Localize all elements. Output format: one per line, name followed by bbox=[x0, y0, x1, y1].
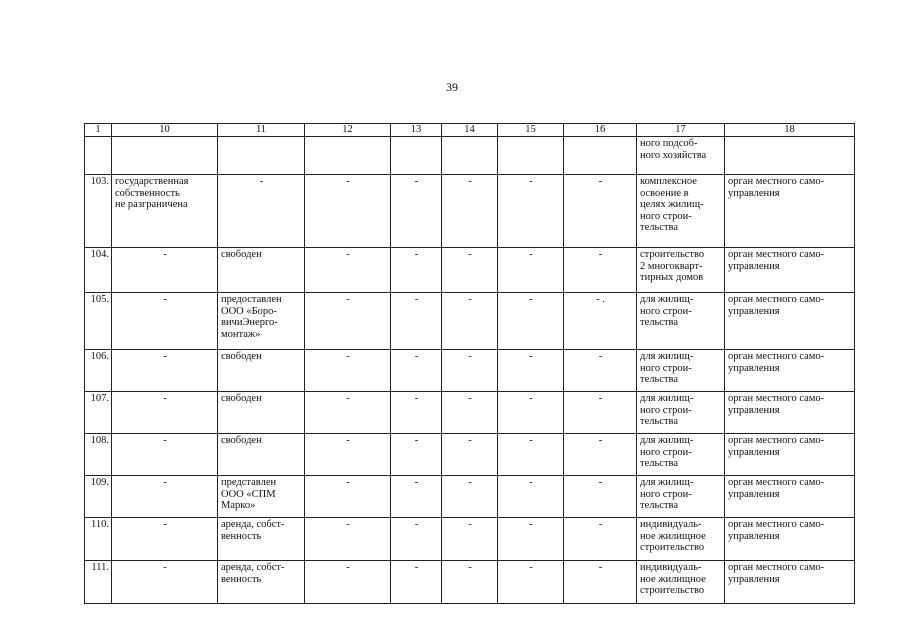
table-cell: - bbox=[442, 392, 498, 434]
table-cell: для жилищ- ного строи- тельства bbox=[637, 350, 725, 392]
table-cell: - bbox=[112, 561, 218, 604]
table-cell bbox=[564, 137, 637, 175]
table-cell: - bbox=[391, 248, 442, 293]
table-cell: орган местного само- управления bbox=[725, 293, 855, 350]
table-cell: - bbox=[564, 476, 637, 518]
table-cell: орган местного само- управления bbox=[725, 476, 855, 518]
table-cell bbox=[305, 137, 391, 175]
table-cell: - bbox=[498, 175, 564, 248]
table-cell: свободен bbox=[218, 248, 305, 293]
table-cell: - bbox=[498, 476, 564, 518]
table-cell: индивидуаль- ное жилищное строительство bbox=[637, 518, 725, 561]
table-cell: для жилищ- ного строи- тельства bbox=[637, 293, 725, 350]
table-cell: - bbox=[112, 248, 218, 293]
column-header: 1 bbox=[85, 124, 112, 137]
continuation-row bbox=[85, 137, 855, 175]
row-number-cell: 104. bbox=[85, 248, 112, 293]
table-cell: свободен bbox=[218, 350, 305, 392]
column-header: 11 bbox=[218, 124, 305, 137]
row-number-cell: 107. bbox=[85, 392, 112, 434]
table-cell: свободен bbox=[218, 392, 305, 434]
table-cell: - bbox=[305, 476, 391, 518]
column-header: 16 bbox=[564, 124, 637, 137]
table-cell: строительство 2 многокварт- тирных домов bbox=[637, 248, 725, 293]
table-cell: - bbox=[112, 350, 218, 392]
table-cell: - bbox=[442, 175, 498, 248]
table-cell: - bbox=[498, 434, 564, 476]
table-row bbox=[85, 476, 855, 518]
column-header: 15 bbox=[498, 124, 564, 137]
table-cell: - bbox=[112, 293, 218, 350]
table-cell: - bbox=[391, 434, 442, 476]
column-header: 18 bbox=[725, 124, 855, 137]
table-cell: орган местного само- управления bbox=[725, 392, 855, 434]
row-number-cell: 103. bbox=[85, 175, 112, 248]
table-cell: - bbox=[391, 561, 442, 604]
table-cell: - bbox=[442, 434, 498, 476]
table-cell: - bbox=[391, 350, 442, 392]
table-cell: - bbox=[305, 434, 391, 476]
table-cell: - bbox=[498, 248, 564, 293]
table-cell: орган местного само- управления bbox=[725, 561, 855, 604]
table-cell: для жилищ- ного строи- тельства bbox=[637, 476, 725, 518]
table-cell: - bbox=[112, 392, 218, 434]
registry-table bbox=[84, 123, 855, 604]
table-cell bbox=[112, 137, 218, 175]
table-cell bbox=[391, 137, 442, 175]
table-cell: индивидуаль- ное жилищное строительство bbox=[637, 561, 725, 604]
column-header: 14 bbox=[442, 124, 498, 137]
row-number-cell: 111. bbox=[85, 561, 112, 604]
table-cell: орган местного само- управления bbox=[725, 248, 855, 293]
table-cell: - bbox=[442, 293, 498, 350]
table-cell: - bbox=[305, 248, 391, 293]
table-cell: - bbox=[498, 561, 564, 604]
row-number-cell: 109. bbox=[85, 476, 112, 518]
table-cell: предоставлен ООО «Боро- вичиЭнерго- монтаж» bbox=[218, 293, 305, 350]
table-cell: свободен bbox=[218, 434, 305, 476]
table-cell: - bbox=[564, 350, 637, 392]
table-row bbox=[85, 518, 855, 561]
table-cell: ного подсоб- ного хозяйства bbox=[637, 137, 725, 175]
table-cell: - bbox=[564, 392, 637, 434]
table-cell: - bbox=[112, 476, 218, 518]
table-cell bbox=[498, 137, 564, 175]
table-cell: - bbox=[498, 392, 564, 434]
table-cell: для жилищ- ного строи- тельства bbox=[637, 434, 725, 476]
table-cell: - bbox=[391, 293, 442, 350]
table-cell: - . bbox=[564, 293, 637, 350]
table-row bbox=[85, 175, 855, 248]
table-cell: - bbox=[498, 293, 564, 350]
table-cell: - bbox=[564, 434, 637, 476]
table-row bbox=[85, 392, 855, 434]
table-cell bbox=[85, 137, 112, 175]
table-cell bbox=[218, 137, 305, 175]
table-cell: - bbox=[442, 518, 498, 561]
table-cell: орган местного само- управления bbox=[725, 175, 855, 248]
table-cell: - bbox=[112, 518, 218, 561]
table-cell: аренда, собст- венность bbox=[218, 561, 305, 604]
table-cell: - bbox=[498, 350, 564, 392]
table-cell: - bbox=[391, 175, 442, 248]
table-row bbox=[85, 434, 855, 476]
table-row bbox=[85, 350, 855, 392]
table-cell: - bbox=[391, 392, 442, 434]
column-header: 13 bbox=[391, 124, 442, 137]
table-cell: - bbox=[112, 434, 218, 476]
table-cell: - bbox=[391, 476, 442, 518]
table-cell: - bbox=[305, 350, 391, 392]
row-number-cell: 106. bbox=[85, 350, 112, 392]
table-cell: орган местного само- управления bbox=[725, 434, 855, 476]
column-header: 12 bbox=[305, 124, 391, 137]
table-cell: аренда, собст- венность bbox=[218, 518, 305, 561]
table-cell: - bbox=[218, 175, 305, 248]
table-row bbox=[85, 248, 855, 293]
table-cell: - bbox=[442, 476, 498, 518]
table-cell: государственная собственность не разграничена bbox=[112, 175, 218, 248]
table-cell: - bbox=[305, 175, 391, 248]
table-cell: - bbox=[498, 518, 564, 561]
table-cell: - bbox=[305, 561, 391, 604]
table-cell bbox=[725, 137, 855, 175]
table-row bbox=[85, 561, 855, 604]
row-number-cell: 105. bbox=[85, 293, 112, 350]
column-number-row bbox=[85, 124, 855, 137]
page-number: 39 bbox=[446, 80, 458, 94]
table-cell: - bbox=[305, 293, 391, 350]
table-cell: орган местного само- управления bbox=[725, 350, 855, 392]
table-cell: - bbox=[442, 561, 498, 604]
table-cell: - bbox=[305, 518, 391, 561]
table-row bbox=[85, 293, 855, 350]
table-cell: комплексное освоение в целях жилищ- ного строи- тельства bbox=[637, 175, 725, 248]
row-number-cell: 108. bbox=[85, 434, 112, 476]
column-header: 10 bbox=[112, 124, 218, 137]
table-cell: представлен ООО «СПМ Марко» bbox=[218, 476, 305, 518]
row-number-cell: 110. bbox=[85, 518, 112, 561]
table-cell bbox=[442, 137, 498, 175]
table-cell: - bbox=[564, 175, 637, 248]
table-cell: - bbox=[564, 248, 637, 293]
table-cell: для жилищ- ного строи- тельства bbox=[637, 392, 725, 434]
table-cell: - bbox=[442, 248, 498, 293]
column-header: 17 bbox=[637, 124, 725, 137]
table-cell: - bbox=[305, 392, 391, 434]
table-cell: - bbox=[391, 518, 442, 561]
table-cell: - bbox=[564, 518, 637, 561]
table-cell: - bbox=[442, 350, 498, 392]
table-cell: орган местного само- управления bbox=[725, 518, 855, 561]
table-cell: - bbox=[564, 561, 637, 604]
